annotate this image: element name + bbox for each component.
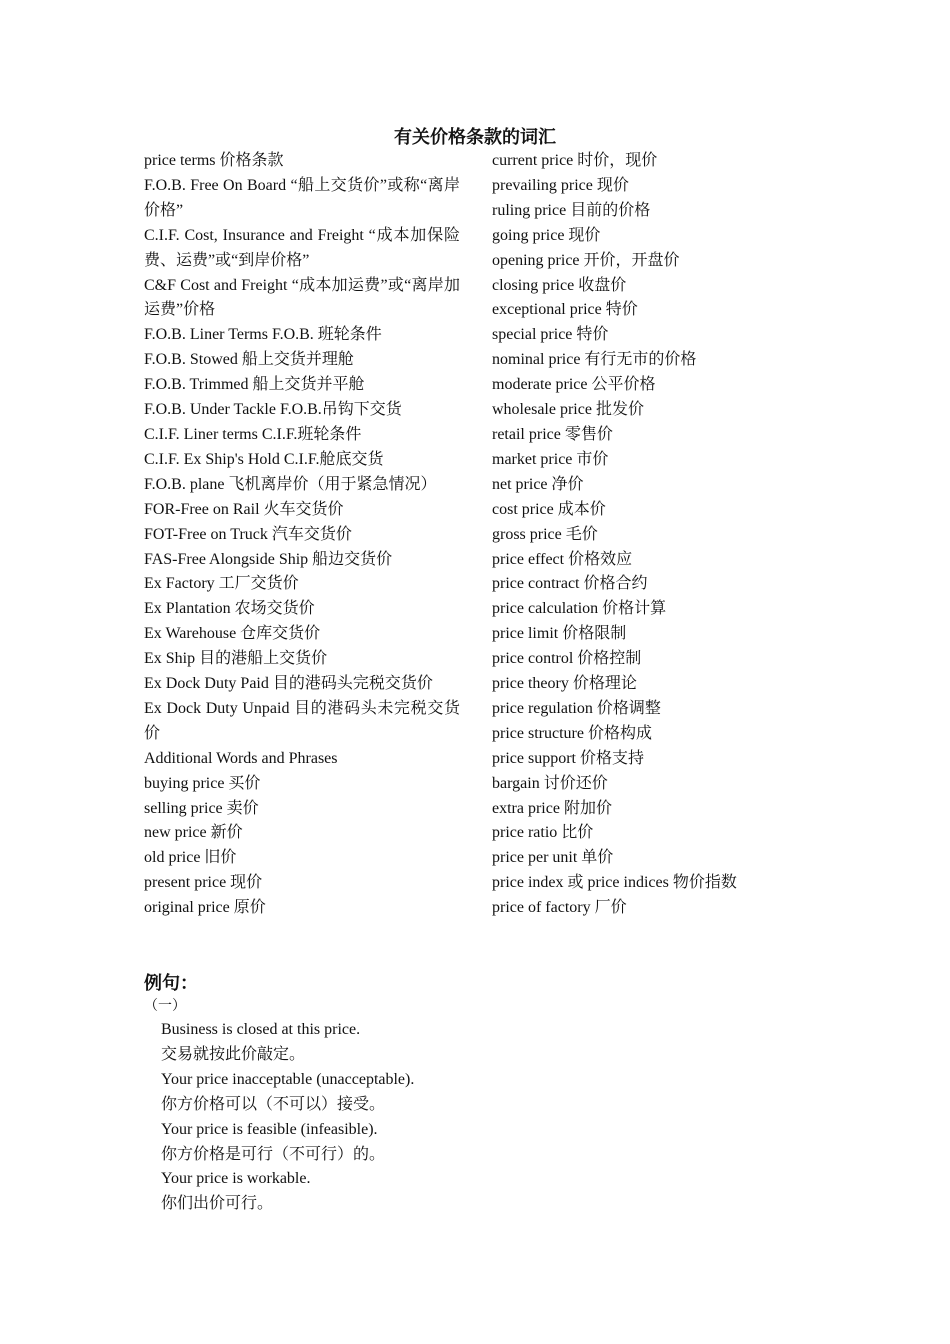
list-item: F.O.B. Liner Terms F.O.B. 班轮条件 (144, 326, 382, 344)
list-item: price contract 价格合约 (492, 575, 648, 593)
list-item: market price 市价 (492, 450, 609, 468)
example-line: Your price is feasible (infeasible). (161, 1120, 378, 1138)
list-item: current price 时价，现价 (492, 152, 658, 169)
list-item: price control 价格控制 (492, 650, 642, 668)
list-item: cost price 成本价 (492, 500, 606, 518)
list-item: price of factory 厂价 (492, 899, 627, 917)
list-item: Ex Dock Duty Unpaid 目的港码头未完税交货价 (144, 699, 460, 742)
list-item: price structure 价格构成 (492, 724, 652, 742)
list-item: F.O.B. Stowed 船上交货并理舱 (144, 351, 354, 369)
list-item: ruling price 目前的价格 (492, 201, 651, 219)
list-item: net price 净价 (492, 475, 584, 493)
list-item: F.O.B. Trimmed 船上交货并平舱 (144, 376, 365, 394)
list-item: Ex Warehouse 仓库交货价 (144, 625, 321, 643)
list-item: FOR-Free on Rail 火车交货价 (144, 500, 344, 518)
list-item: price ratio 比价 (492, 824, 594, 842)
list-item: moderate price 公平价格 (492, 376, 656, 394)
list-item: present price 现价 (144, 874, 263, 892)
list-item: original price 原价 (144, 899, 266, 917)
example-line: Business is closed at this price. (161, 1021, 361, 1038)
list-item: bargain 讨价还价 (492, 774, 608, 792)
list-item: C.I.F. Cost, Insurance and Freight “成本加保险费、运费”或“到岸价格” (144, 226, 460, 269)
example-line: Your price inacceptable (unacceptable). (161, 1070, 415, 1088)
list-item: price terms 价格条款 (144, 152, 284, 169)
list-item: price regulation 价格调整 (492, 699, 661, 717)
list-item: Ex Plantation 农场交货价 (144, 600, 315, 618)
list-item: gross price 毛价 (492, 525, 598, 543)
vocabulary-right-column (492, 149, 812, 921)
list-item: FOT-Free on Truck 汽车交货价 (144, 525, 352, 543)
list-item: extra price 附加价 (492, 799, 612, 817)
section-subheading: （一） (144, 999, 186, 1014)
list-item: new price 新价 (144, 824, 243, 842)
list-item: F.O.B. Under Tackle F.O.B.吊钩下交货 (144, 401, 402, 419)
example-line: 交易就按此价敲定。 (161, 1045, 306, 1063)
list-item: going price 现价 (492, 226, 601, 244)
example-line: Your price is workable. (161, 1170, 311, 1188)
list-item: old price 旧价 (144, 849, 237, 867)
list-item: selling price 卖价 (144, 799, 259, 817)
page-title: 有关价格条款的词汇 (394, 127, 556, 147)
vocabulary-left-column (144, 149, 460, 921)
list-item: exceptional price 特价 (492, 301, 638, 319)
list-item: nominal price 有行无市的价格 (492, 351, 697, 369)
list-item: opening price 开价，开盘价 (492, 251, 680, 269)
example-sentences-section (144, 970, 744, 1217)
list-item: FAS-Free Alongside Ship 船边交货价 (144, 550, 393, 568)
list-item: price index 或 price indices 物价指数 (492, 874, 737, 892)
example-line: 你方价格可以（不可以）接受。 (161, 1095, 386, 1113)
list-item: Ex Dock Duty Paid 目的港码头完税交货价 (144, 675, 433, 693)
list-item: price limit 价格限制 (492, 625, 627, 643)
example-line: 你们出价可行。 (161, 1195, 274, 1213)
list-item: price calculation 价格计算 (492, 600, 667, 618)
list-item: price effect 价格效应 (492, 550, 633, 568)
example-line: 你方价格是可行（不可行）的。 (161, 1145, 386, 1163)
list-item: F.O.B. plane 飞机离岸价（用于紧急情况） (144, 475, 437, 493)
list-item: C.I.F. Liner terms C.I.F.班轮条件 (144, 425, 362, 443)
section-heading: 例句： (144, 973, 198, 993)
list-item: F.O.B. Free On Board “船上交货价”或称“离岸价格” (144, 176, 460, 219)
list-item: closing price 收盘价 (492, 276, 627, 294)
list-item: special price 特价 (492, 326, 609, 344)
list-item: buying price 买价 (144, 774, 261, 792)
list-item: C.I.F. Ex Ship's Hold C.I.F.舱底交货 (144, 450, 384, 468)
list-item: price support 价格支持 (492, 749, 644, 767)
list-item: Additional Words and Phrases (144, 749, 338, 767)
list-item: retail price 零售价 (492, 425, 613, 443)
list-item: prevailing price 现价 (492, 176, 629, 194)
list-item: Ex Ship 目的港船上交货价 (144, 650, 328, 668)
list-item: C&F Cost and Freight “成本加运费”或“离岸加运费”价格 (144, 276, 460, 319)
list-item: price per unit 单价 (492, 849, 614, 867)
list-item: Ex Factory 工厂交货价 (144, 575, 299, 593)
list-item: wholesale price 批发价 (492, 401, 644, 419)
list-item: price theory 价格理论 (492, 675, 637, 693)
